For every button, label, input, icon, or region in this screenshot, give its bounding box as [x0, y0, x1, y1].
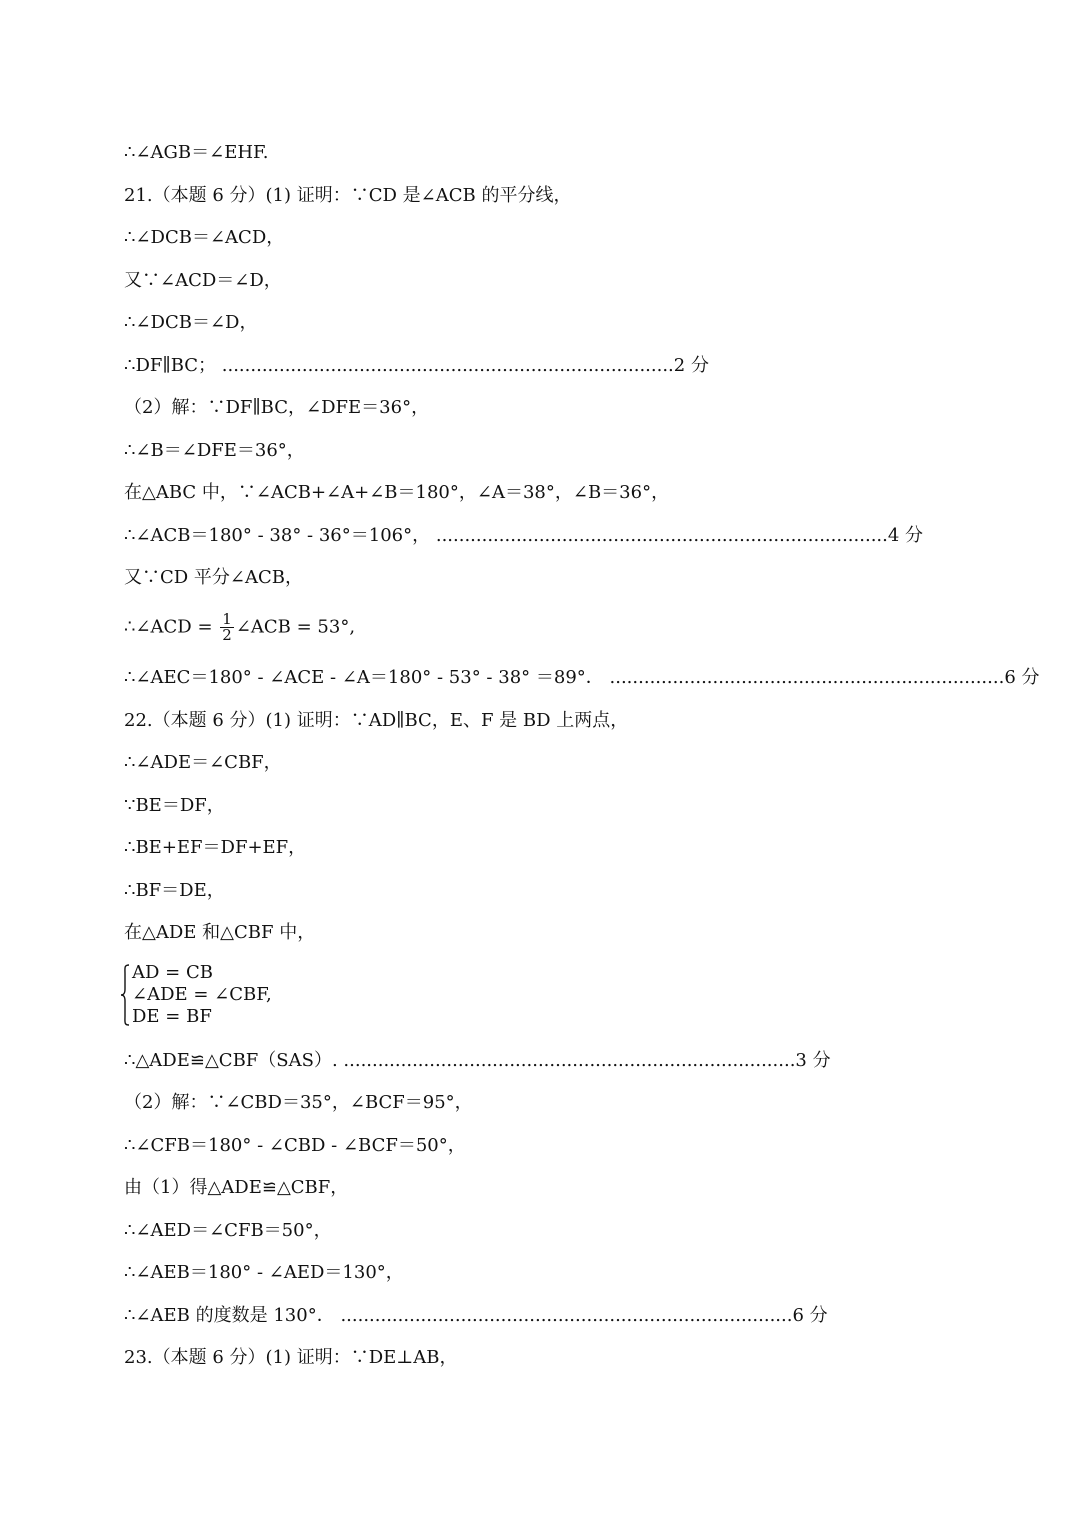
line-text: ∴∠ACB＝180° - 38° - 36°＝106°， — [124, 525, 431, 546]
line-q22-step1: ∴∠ADE＝∠CBF， — [124, 752, 282, 773]
line-q22-step4: ∴BF＝DE， — [124, 880, 225, 901]
equation-rows — [132, 962, 272, 1028]
score-label: 2 分 — [673, 355, 709, 376]
leader-dots: ............................................................................... — [340, 1305, 793, 1326]
line-q21-step3: ∴∠DCB＝∠D， — [124, 312, 258, 333]
line-q22-congruence — [124, 1049, 831, 1073]
line-q21-part2-step2: 在△ABC 中，∵∠ACB+∠A+∠B＝180°，∠A＝38°，∠B＝36°， — [124, 482, 670, 503]
line-q22-part2-step3: ∴∠AED＝∠CFB＝50°， — [124, 1220, 332, 1241]
fraction-denominator: 2 — [222, 626, 232, 644]
line-q21-part2: （2）解：∵DF∥BC，∠DFE＝36°， — [124, 397, 430, 418]
line-q22-part2: （2）解：∵∠CBD＝35°，∠BCF＝95°， — [124, 1092, 473, 1113]
leader-dots: ............................................................................... — [343, 1050, 796, 1071]
line-q23-header: 23.（本题 6 分）(1) 证明：∵DE⊥AB， — [124, 1347, 458, 1368]
line-text: ∴∠AEC＝180° - ∠ACE - ∠A＝180° - 53° - 38° ＝89°． — [124, 667, 604, 688]
line-q21-part2-fraction — [124, 612, 355, 643]
line-q21-part2-step4: 又∵CD 平分∠ACB， — [124, 567, 304, 588]
fraction-suffix: ∠ACB = 53°, — [235, 616, 356, 638]
equation-system — [120, 962, 272, 1028]
line-q21-part2-step1: ∴∠B＝∠DFE＝36°， — [124, 440, 305, 461]
line-q21-step1: ∴∠DCB＝∠ACD， — [124, 227, 285, 248]
line-q21-part2-step3 — [124, 524, 923, 548]
line-text: ∴△ADE≌△CBF（SAS）. — [124, 1050, 338, 1071]
line-q22-step3: ∴BE+EF＝DF+EF， — [124, 837, 307, 858]
line-text: ∴DF∥BC； — [124, 355, 217, 376]
score-label: 6 分 — [792, 1305, 828, 1326]
line-q21-step4 — [124, 354, 709, 378]
line-q22-part2-step2: 由（1）得△ADE≌△CBF， — [124, 1177, 349, 1198]
fraction-prefix: ∴∠ACD = — [124, 616, 219, 638]
line-q21-part2-step5 — [124, 666, 1040, 690]
line-q21-header: 21.（本题 6 分）(1) 证明：∵CD 是∠ACB 的平分线， — [124, 185, 572, 206]
line-conclusion-agb: ∴∠AGB＝∠EHF. — [124, 142, 269, 163]
line-q22-part2-step1: ∴∠CFB＝180° - ∠CBD - ∠BCF＝50°， — [124, 1135, 466, 1156]
leader-dots: ............................................................................... — [435, 525, 888, 546]
line-q22-part2-step4: ∴∠AEB＝180° - ∠AED＝130°， — [124, 1262, 404, 1283]
equation-row: ∠ADE = ∠CBF, — [132, 984, 272, 1005]
leader-dots: ............................................................................... — [221, 355, 674, 376]
leader-dots: ..................................................................... — [609, 667, 1005, 688]
equation-row: DE = BF — [132, 1006, 212, 1027]
fraction-numerator: 1 — [222, 610, 232, 628]
score-label: 6 分 — [1004, 667, 1040, 688]
equation-row: AD = CB — [132, 962, 213, 983]
left-brace-icon — [120, 964, 130, 1026]
line-q22-part2-answer — [124, 1304, 828, 1328]
line-q22-step5: 在△ADE 和△CBF 中， — [124, 922, 316, 943]
line-q21-step2: 又∵∠ACD＝∠D， — [124, 270, 282, 291]
line-text: ∴∠AEB 的度数是 130°． — [124, 1305, 335, 1326]
line-q22-header: 22.（本题 6 分）(1) 证明：∵AD∥BC，E、F 是 BD 上两点， — [124, 710, 629, 731]
line-q22-step2: ∵BE＝DF， — [124, 795, 225, 816]
score-label: 4 分 — [887, 525, 924, 546]
score-label: 3 分 — [795, 1050, 831, 1071]
fraction-half — [220, 612, 234, 643]
